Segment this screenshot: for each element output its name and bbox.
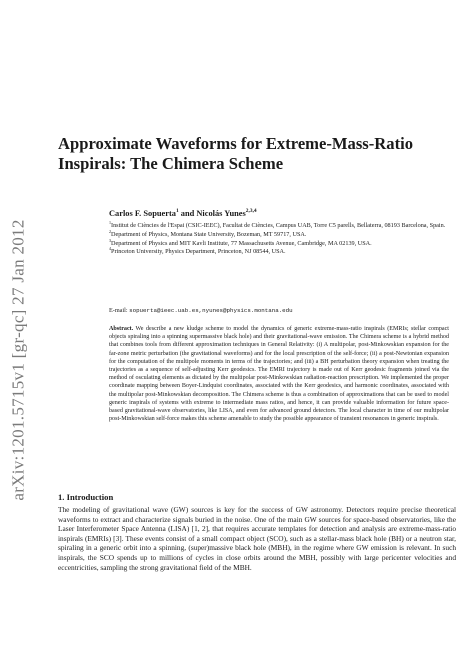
author-1-name: Carlos F. Sopuerta bbox=[109, 209, 176, 218]
author-line bbox=[109, 209, 449, 218]
affiliation-1 bbox=[109, 219, 449, 230]
affiliation-2-mark: 2 bbox=[109, 228, 112, 234]
arxiv-identifier: arXiv:1201.5715v1 [gr-qc] 27 Jan 2012 bbox=[9, 219, 29, 501]
affiliation-1-mark: 1 bbox=[109, 219, 112, 225]
email-address: sopuerta@ieec.uab.es,nyunes@physics.montana.edu bbox=[129, 307, 293, 314]
affiliation-2 bbox=[109, 228, 449, 239]
email-line bbox=[109, 307, 449, 314]
email-label: E-mail: bbox=[109, 307, 130, 314]
affiliation-4 bbox=[109, 248, 449, 256]
affiliation-3-text: Department of Physics and MIT Kavli Institute, 77 Massachusetts Avenue, Cambridge, MA 02139, USA. bbox=[111, 239, 372, 247]
paper-title: Approximate Waveforms for Extreme-Mass-Ratio Inspirals: The Chimera Scheme bbox=[58, 134, 414, 173]
author-2-affil-mark: 2,3,4 bbox=[245, 208, 257, 215]
affiliation-3 bbox=[109, 237, 449, 248]
author-1-affil-mark: 1 bbox=[175, 208, 179, 215]
affiliation-2-text: Department of Physics, Montana State University, Bozeman, MT 59717, USA. bbox=[111, 230, 307, 238]
affiliation-1-text: Institut de Ciències de l'Espai (CSIC-IEEC), Facultat de Ciències, Campus UAB, Torre C5 parells, Bellaterra, 08193 Barcelona, Spain. bbox=[111, 222, 446, 229]
affiliation-list bbox=[109, 219, 449, 257]
author-conjunction: and bbox=[178, 209, 197, 218]
affiliation-4-text: Princeton University, Physics Department, Princeton, NJ 08544, USA. bbox=[111, 248, 286, 256]
section-heading-introduction: 1. Introduction bbox=[58, 492, 114, 502]
introduction-text: The modeling of gravitational wave (GW) sources is key for the success of GW astronomy. Detectors require precise theoretical waveforms to extract and characterize signals buried in the noise. One of the main GW sources for space-based observatories, like the Laser Interferometer Space Antenna (LISA) [1, 2], that requires accurate templates for detection and analysis are extreme-mass-ratio inspirals (EMRIs) [3]. These events consist of a small compact object (SCO), such as a stellar-mass black hole (BH) or a neutron star, spiraling in a generic orbit into a spinning, (super)massive black hole (MBH), in the regime where GW emission is relevant. In such inspirals, the SCO spends up to millions of cycles in close orbits around the MBH, possibly with large pericenter velocities and eccentricities, sampling the strong gravitational field of the MBH. bbox=[58, 505, 456, 572]
affiliation-3-mark: 3 bbox=[109, 237, 112, 243]
arxiv-side-stamp bbox=[6, 205, 32, 515]
affiliation-4-mark: 4 bbox=[109, 246, 112, 252]
abstract-text: We describe a new kludge scheme to model the dynamics of generic extreme-mass-ratio inspirals (EMRIs; stellar compact objects spiraling into a spinning supermassive black hole) and their gravitational-wave emission. The Chimera scheme is a hybrid method that combines tools from different approximation techniques in General Relativity: (i) A multipolar, post-Minkowskian expansion for the far-zone metric perturbation (the gravitational waveforms) and for the local prescription of the self-force; (ii) a post-Newtonian expansion for the computation of the multipole moments in terms of the trajectories; and (iii) a BH perturbation theory expansion when treating the trajectories as a sequence of self-adjusting Kerr geodesics. The EMRI trajectory is made out of Kerr geodesic fragments joined via the method of osculating elements as dictated by the multipolar post-Minkowskian radiation-reaction prescription. We implemented the proper coordinate mapping between Boyer-Lindquist coordinates, associated with the Kerr geodesics, and harmonic coordinates, associated with the multipolar post-Minkowskian decomposition. The Chimera scheme is thus a combination of approximations that can be used to model generic inspirals of systems with extreme to intermediate mass ratios, and hence, it can provide valuable information for future space-based gravitational-wave observatories, like LISA, and even for advanced ground detectors. The local character in time of our multipolar post-Minkowskian self-force makes this scheme amenable to study the possible appearance of transient resonances in generic inspirals. bbox=[109, 326, 449, 423]
abstract-label: Abstract. bbox=[109, 326, 134, 332]
abstract bbox=[109, 325, 449, 423]
author-2-name: Nicolás Yunes bbox=[196, 209, 246, 218]
